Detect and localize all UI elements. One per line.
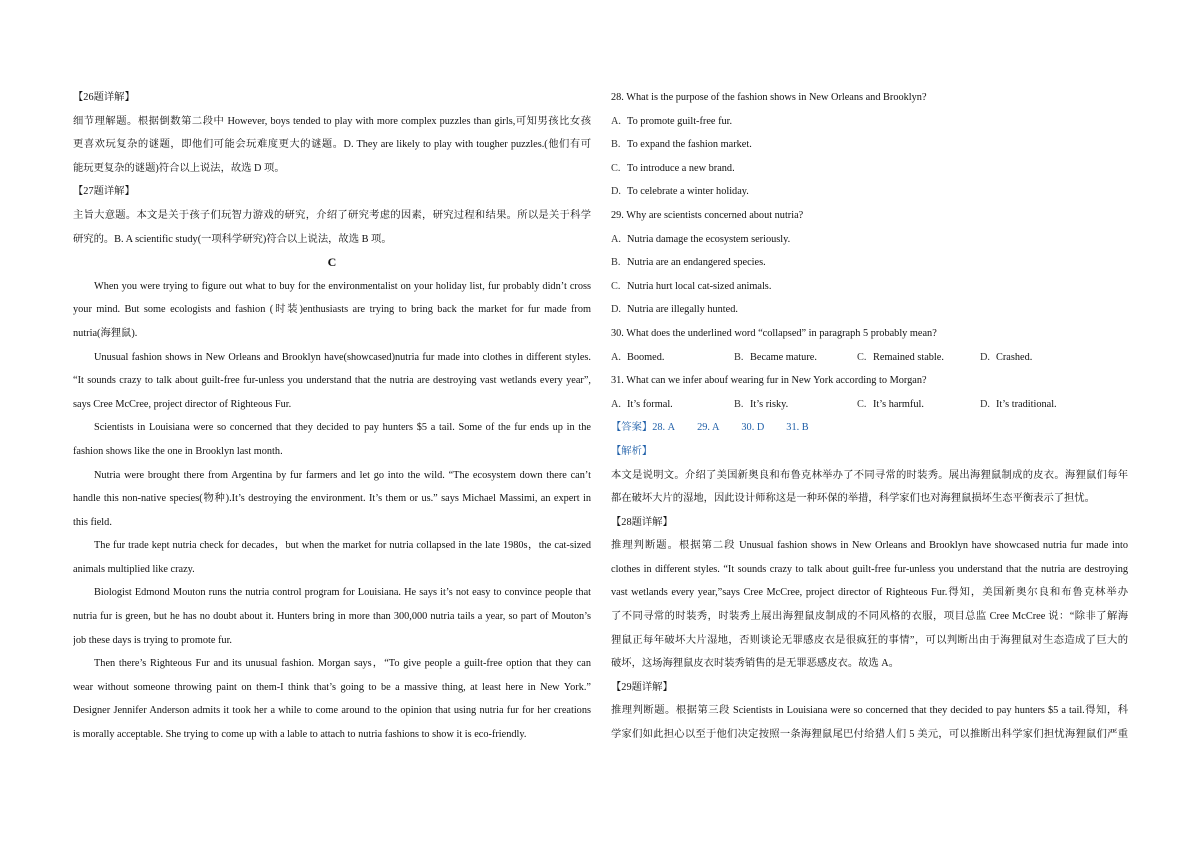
option-text: To expand the fashion market. [627,139,752,151]
option-label: A. [611,115,622,127]
passage-line: says Cree McCree, project director of Righteous Fur. [73,398,292,410]
option-text: It’s traditional. [996,398,1057,410]
q30-option [857,346,980,370]
q31-option [611,393,734,417]
q27-explanation-line: 研究的。B. A scientific study(一项科学研究)符合以上说法，故选 B 项。 [73,233,392,245]
q28-option [611,157,1128,181]
q26-explanation-line: 更喜欢玩复杂的谜题，即他们可能会玩难度更大的谜题。D. They are likely to play with tougher puzzles.(他们有可 [73,139,591,151]
q29-option [611,298,1128,322]
passage-line: Then there’s Righteous Fur and its unusual fashion. Morgan says，“To give people a guilt-free option that they can [94,658,591,670]
option-label: A. [611,398,622,410]
option-text: Became mature. [750,351,817,363]
passage-line: The fur trade kept nutria check for decades，but when the market for nutria collapsed in the late 1980s，the cat-sized [94,540,591,552]
option-label: B. [734,351,744,363]
passage-line: Designer Jennifer Anderson admits it took her a while to come around to the opinion that using nutria fur for her creations [73,705,591,717]
q29-option [611,275,1128,299]
q26-explanation-line: 能玩更复杂的谜题)符合以上说法，故选 D 项。 [73,162,285,174]
q31-options-row [611,393,1128,417]
option-text: Nutria hurt local cat-sized animals. [627,280,772,292]
option-label: B. [734,398,744,410]
q30-option [980,346,1103,370]
q30-options-row [611,346,1128,370]
passage-line: Scientists in Louisiana were so concerned that they decided to pay hunters $5 a tail. Some of the fur ends up in the [94,422,591,434]
answer-item: 28. A [652,422,676,434]
q28-detail-line: vast wetlands every year,”says Cree McCree, project director of Righteous Fur.得知，美国新奥尔良和布鲁克林举办 [611,587,1128,599]
question-30: 30. What does the underlined word “collapsed” in paragraph 5 probably mean? [611,327,937,339]
question-29: 29. Why are scientists concerned about nutria? [611,209,804,221]
answer-item: 30. D [741,422,765,434]
passage-line: job these days is trying to promote fur. [73,634,233,646]
option-text: It’s risky. [750,398,789,410]
passage-line: Biologist Edmond Mouton runs the nutria control program for Louisiana. He says it’s not easy to convince people that [94,587,591,599]
passage-line: this field. [73,516,112,528]
q26-explanation-line: 细节理解题。根据倒数第二段中 However, boys tended to play with more complex puzzles than girls,可知男孩比女孩 [73,115,591,127]
q29-detail-heading: 【29题详解】 [611,681,673,693]
passage-line: Nutria were brought there from Argentina by fur farmers and let go into the wild. “The ecosystem down there can’t [94,469,591,481]
option-label: D. [980,351,991,363]
question-31: 31. What can we infer abouf wearing fur in New York according to Morgan? [611,375,927,387]
answer-item: 29. A [697,422,720,434]
option-text: To promote guilt-free fur. [627,115,733,127]
option-text: Crashed. [996,351,1033,363]
passage-line: wear without someone throwing paint on them-I think that’s going to be a massive thing, at least here in New York.” [73,681,591,693]
option-label: C. [857,351,867,363]
q30-option [611,346,734,370]
option-text: Nutria are an endangered species. [627,257,766,269]
q28-detail-line: clothes in different styles. “It sounds crazy to talk about guilt-free fur-unless you understand that the nutria are destroying [611,563,1128,575]
q29-option [611,228,1128,252]
q28-option [611,110,1128,134]
option-label: D. [980,398,991,410]
q28-detail-line: 破坏，这场海狸鼠皮衣时装秀销售的是无罪恶感皮衣。故选 A。 [611,658,900,670]
option-text: Remained stable. [873,351,944,363]
option-label: A. [611,351,622,363]
passage-line: fashion shows like the one in Brooklyn last month. [73,445,283,457]
option-label: D. [611,304,622,316]
option-label: C. [611,162,621,174]
q31-option [980,393,1103,417]
passage-line: Unusual fashion shows in New Orleans and Brooklyn have(showcased)nutria fur made into clothes in different styles. [94,351,591,363]
option-label: D. [611,186,622,198]
passage-line: nutria fur is green, but he has no doubt about it. Hunters bring in more than 300,000 nutria tails a year, so part of Mouton’s [73,611,591,623]
q27-explanation-line: 主旨大意题。本文是关于孩子们玩智力游戏的研究，介绍了研究考虑的因素，研究过程和结果。所以是关于科学 [73,209,591,221]
option-text: Nutria are illegally hunted. [627,304,738,316]
q29-detail-line: 推理判断题。根据第三段 Scientists in Louisiana were so concerned that they decided to pay hunters $5 a tail.得知，科 [611,705,1128,717]
passage-line: “It sounds crazy to talk about guilt-free fur-unless you understand that the nutria are destroying vast wetlands every year”, [73,375,591,387]
q31-option [734,393,857,417]
right-column [611,86,1128,747]
q28-option [611,133,1128,157]
q26-heading: 【26题详解】 [73,92,135,103]
answer-line [611,416,1128,440]
option-text: Nutria damage the ecosystem seriously. [627,233,791,245]
q28-detail-heading: 【28题详解】 [611,516,673,528]
q29-detail-line: 学家们如此担心以至于他们决定按照一条海狸鼠尾巴付给猎人们 5 美元，可以推断出科学家们担忧海狸鼠们严重 [611,729,1128,741]
q28-detail-line: 推理判断题。根据第二段 Unusual fashion shows in New Orleans and Brooklyn have showcased nutria fur made into [611,540,1128,552]
q29-option [611,251,1128,275]
q30-option [734,346,857,370]
analysis-line: 本文是说明文。介绍了美国新奥良和布鲁克林举办了不同寻常的时装秀。展出海狸鼠制成的皮衣。海狸鼠们每年 [611,469,1128,481]
option-label: C. [611,280,621,292]
answer-label: 【答案】 [611,422,653,434]
passage-line: When you were trying to figure out what to buy for the environmentalist on your holiday list, fur probably didn’t cross [94,280,591,292]
q28-option [611,180,1128,204]
passage-line: handle this non-native species(物种).It’s destroying the environment. It’s them or us.” says Michael Massimi, an expert in [73,493,591,505]
analysis-label: 【解析】 [611,445,653,457]
q27-heading: 【27题详解】 [73,186,135,198]
option-text: It’s formal. [627,398,673,410]
passage-line: animals multiplied like crazy. [73,563,195,575]
passage-line: is morally acceptable. She trying to come up with a lable to attach to nutria fashions to show it is eco-friendly. [73,729,527,741]
option-text: Boomed. [627,351,665,363]
option-label: A. [611,233,622,245]
passage-line: your mind. But some ecologists and fashion (时装)enthusiasts are trying to bring back the market for fur made from [73,304,591,316]
option-text: It’s harmful. [873,398,924,410]
option-label: B. [611,139,621,151]
section-title: C [327,255,337,270]
option-label: C. [857,398,867,410]
q28-detail-line: 狸鼠正每年破坏大片湿地，否则谈论无罪感皮衣是很疯狂的事情”，可以判断出由于海狸鼠对生态造成了巨大的 [611,634,1128,646]
question-28: 28. What is the purpose of the fashion shows in New Orleans and Brooklyn? [611,92,927,103]
option-text: To celebrate a winter holiday. [627,186,749,198]
q31-option [857,393,980,417]
analysis-line: 都在破坏大片的湿地，因此设计师称这是一种环保的举措，科学家们也对海狸鼠损坏生态平衡表示了担忧。 [611,493,1095,505]
option-label: B. [611,257,621,269]
option-text: To introduce a new brand. [627,162,735,174]
left-column [73,86,591,747]
passage-line: nutria(海狸鼠). [73,327,138,339]
q28-detail-line: 了不同寻常的时装秀，时装秀上展出海狸鼠皮制成的不同风格的衣服，项目总监 Cree McCree 说：“除非了解海 [611,611,1128,623]
answer-item: 31. B [786,422,809,434]
